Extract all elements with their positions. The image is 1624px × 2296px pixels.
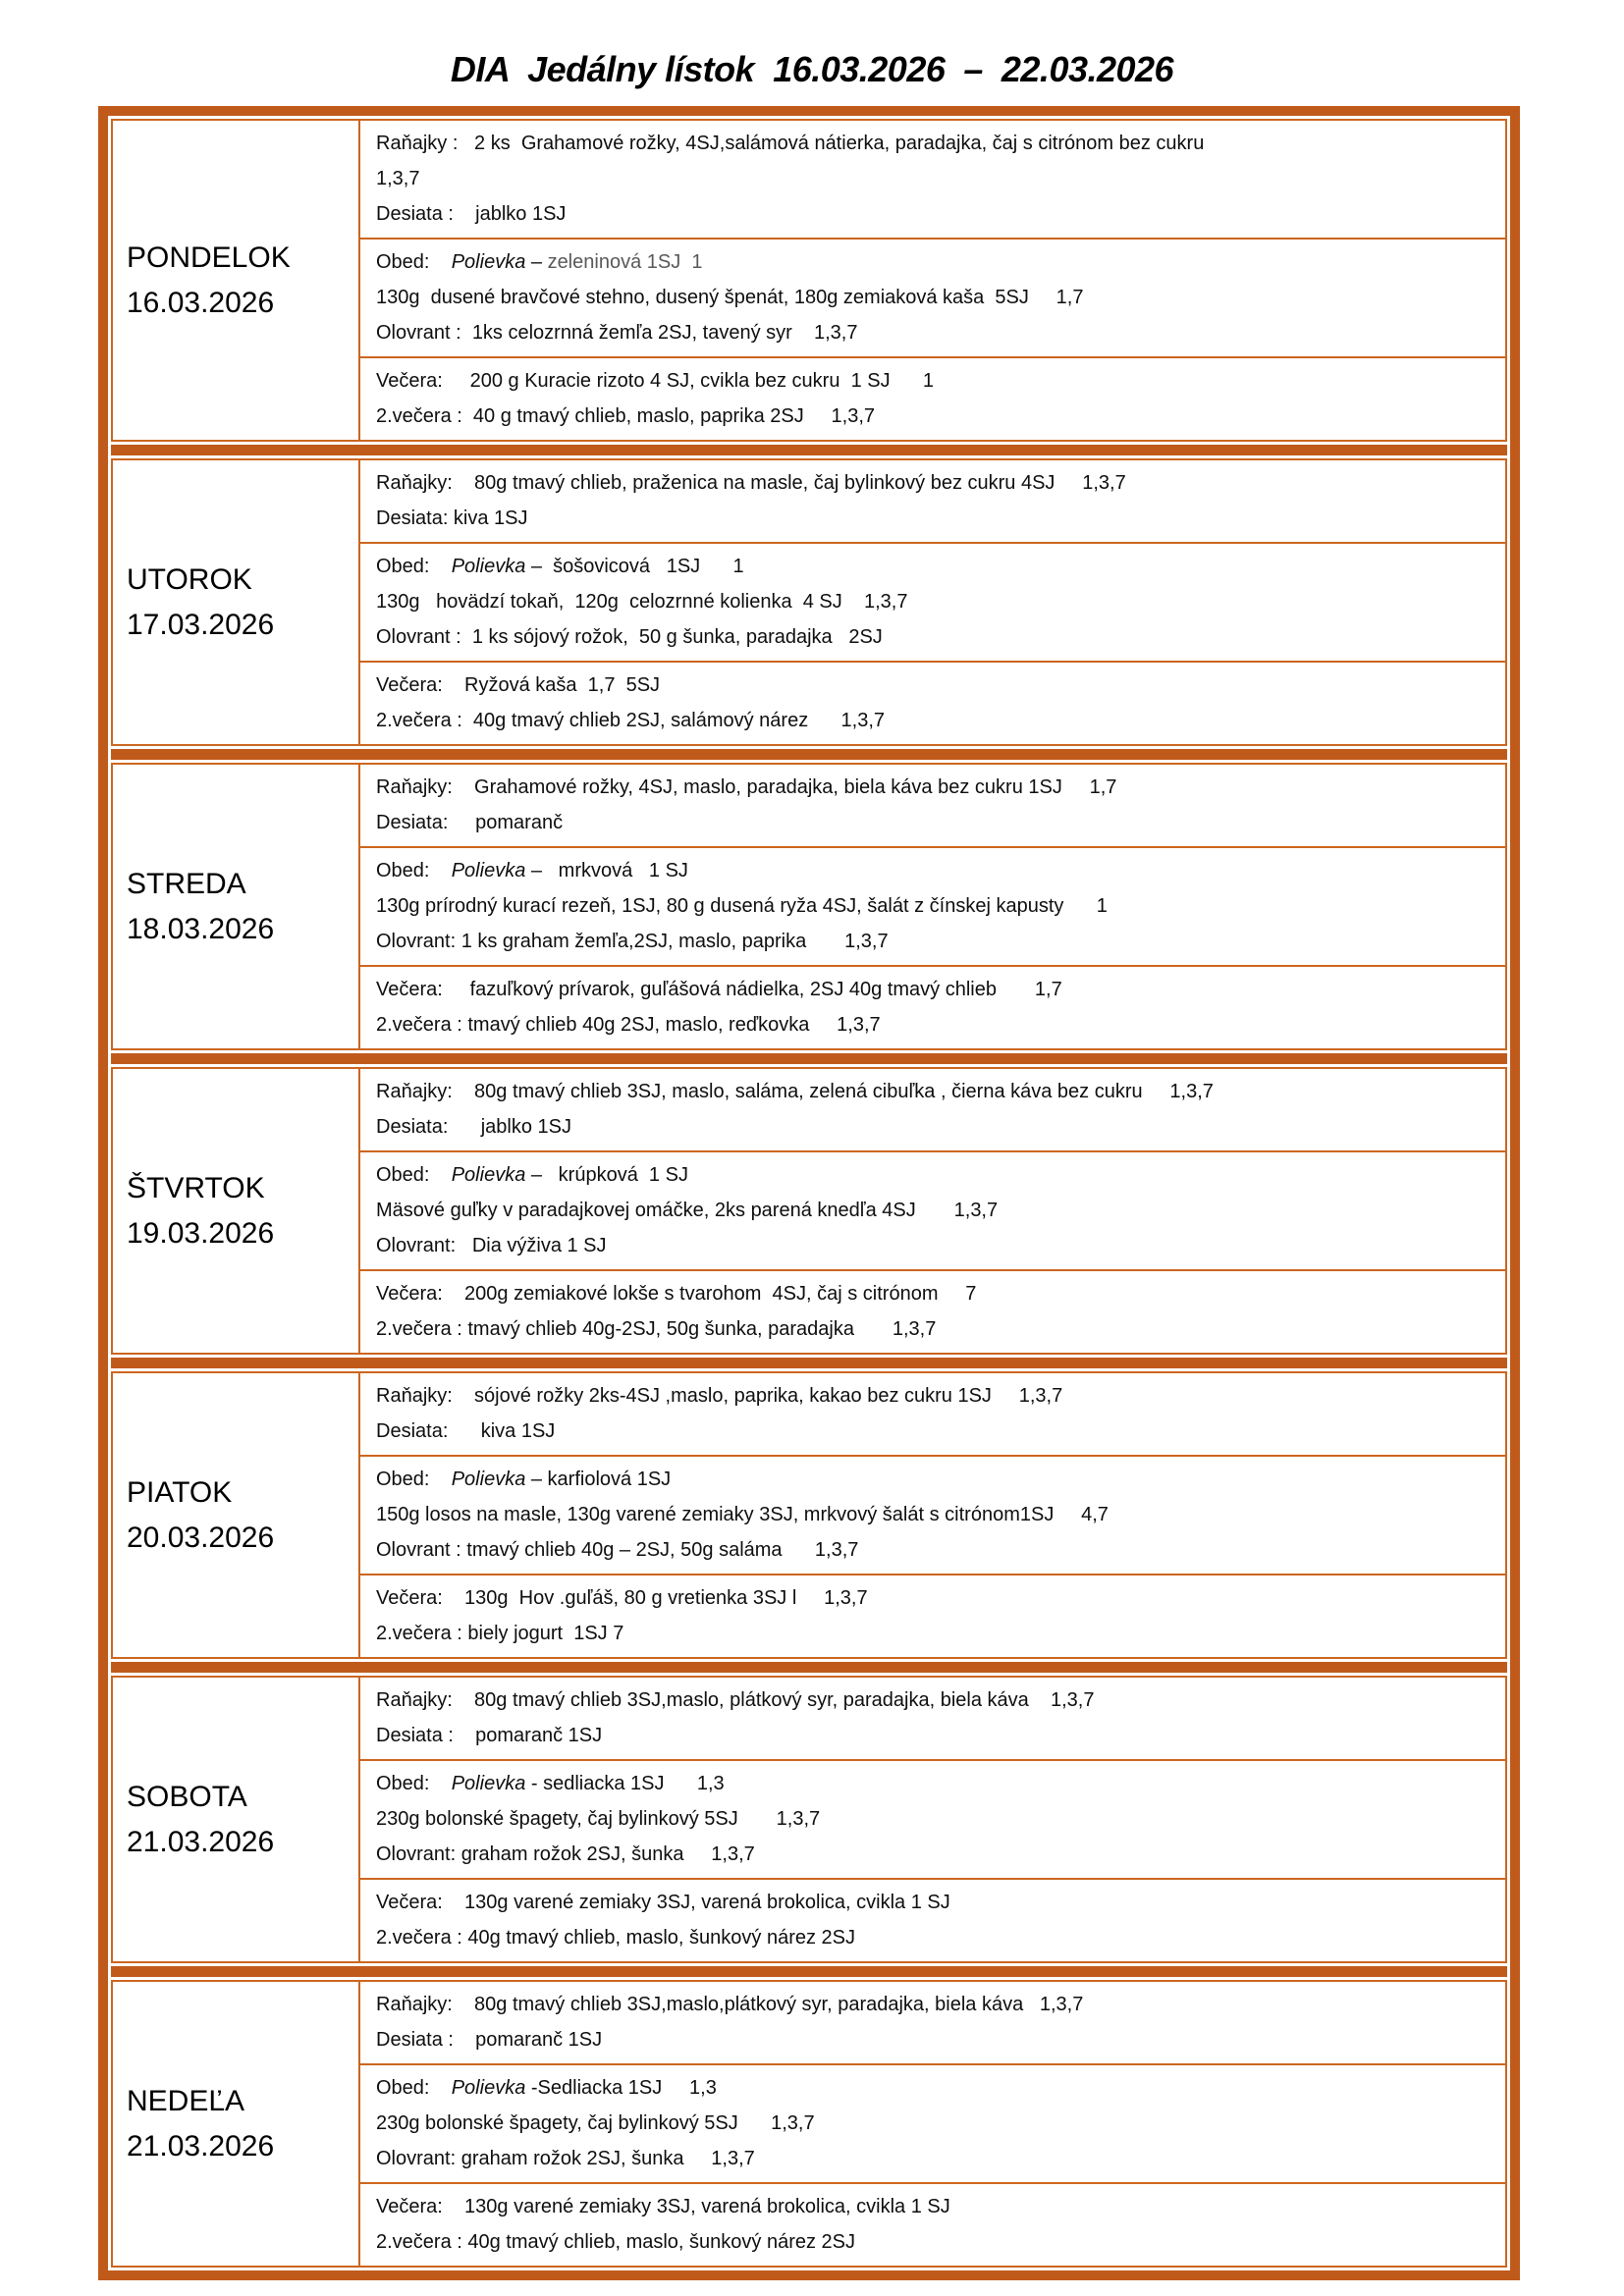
day-date: 21.03.2026 [127,2129,275,2163]
meal-row [360,1150,1505,1269]
meal-text-segment: 2.večera : tmavý chlieb 40g 2SJ, maslo, reďkovka 1,3,7 [376,1014,881,1036]
meal-text-segment: Olovrant: graham rožok 2SJ, šunka 1,3,7 [376,1843,755,1865]
meal-line [376,1682,1489,1718]
day-name: PIATOK [127,1475,233,1509]
meal-line [376,315,1489,350]
day-name: STREDA [127,867,246,900]
meal-text-segment: Desiata: jablko 1SJ [376,1116,571,1138]
day-date: 18.03.2026 [127,912,275,945]
meal-line [376,2141,1489,2176]
meal-row [360,846,1505,965]
day-cell [113,460,360,744]
day-name: SOBOTA [127,1780,247,1813]
meal-row [360,1574,1505,1657]
meal-text-segment: Polievka [451,251,531,273]
meal-text-segment: Olovrant: 1 ks graham žemľa,2SJ, maslo, paprika 1,3,7 [376,931,889,952]
day-block-utorok [111,458,1507,746]
menu-table [98,106,1520,2280]
meal-text-segment: Desiata: kiva 1SJ [376,1420,556,1442]
meal-text-segment: Večera: 200g zemiakové lokše s tvarohom 4SJ, čaj s citrónom 7 [376,1283,977,1305]
meal-line [376,1532,1489,1568]
meal-text-segment: Večera: 130g varené zemiaky 3SJ, varená brokolica, cvikla 1 SJ [376,2196,950,2217]
meal-text-segment: Desiata: pomaranč [376,812,564,833]
meal-line [376,501,1489,536]
meal-line [376,1109,1489,1145]
meal-text-segment: Desiata : pomaranč 1SJ [376,2029,603,2051]
day-meals [360,1069,1505,1353]
meal-line [376,1885,1489,1920]
meal-row [360,1982,1505,2063]
meal-line [376,1837,1489,1872]
meal-row [360,356,1505,440]
day-separator [111,1358,1507,1368]
meal-row [360,1069,1505,1150]
meal-line [376,1311,1489,1347]
meal-text-segment: Desiata : jablko 1SJ [376,203,567,225]
meal-text-segment: Polievka [451,860,531,881]
meal-line [376,1378,1489,1414]
meal-line [376,244,1489,280]
day-block-sobota [111,1676,1507,1963]
day-name: PONDELOK [127,240,291,274]
meal-text-segment: Raňajky: 80g tmavý chlieb, praženica na masle, čaj bylinkový bez cukru 4SJ 1,3,7 [376,472,1126,494]
meal-line [376,161,1489,196]
meal-text-segment: Olovrant : 1 ks sójový rožok, 50 g šunka, paradajka 2SJ [376,626,883,648]
meal-row [360,765,1505,846]
day-block-nedeľa [111,1980,1507,2268]
meal-line [376,1074,1489,1109]
day-separator [111,1966,1507,1977]
meal-row [360,1878,1505,1961]
meal-line [376,126,1489,161]
meal-text-segment: 2.večera : biely jogurt 1SJ 7 [376,1623,624,1644]
meal-line [376,465,1489,501]
meal-text-segment: Mäsové guľky v paradajkovej omáčke, 2ks parená knedľa 4SJ 1,3,7 [376,1200,999,1221]
meal-text-segment: 130g prírodný kurací rezeň, 1SJ, 80 g dusená ryža 4SJ, šalát z čínskej kapusty 1 [376,895,1108,917]
meal-text-segment: Raňajky: 80g tmavý chlieb 3SJ,maslo, plátkový syr, paradajka, biela káva 1,3,7 [376,1689,1095,1711]
meal-row [360,1678,1505,1759]
meal-line [376,1228,1489,1263]
meal-line [376,280,1489,315]
day-block-piatok [111,1371,1507,1659]
day-cell [113,1982,360,2266]
meal-line [376,805,1489,840]
meal-text-segment: Večera: 200 g Kuracie rizoto 4 SJ, cvikla bez cukru 1 SJ 1 [376,370,935,392]
meal-text-segment: Večera: 130g Hov .guľáš, 80 g vretienka 3SJ l 1,3,7 [376,1587,868,1609]
meal-text-segment: 1,3,7 [376,168,420,189]
meal-line [376,1157,1489,1193]
day-separator [111,445,1507,455]
meal-text-segment: – šošovicová 1SJ 1 [530,556,744,577]
meal-text-segment: Polievka [451,1773,531,1794]
meal-row [360,661,1505,744]
meal-line [376,2070,1489,2106]
meal-text-segment: 230g bolonské špagety, čaj bylinkový 5SJ 1,3,7 [376,2112,815,2134]
meal-text-segment: Obed: [376,1164,452,1186]
day-meals [360,765,1505,1048]
meal-row [360,1269,1505,1353]
meal-text-segment: Olovrant: Dia výživa 1 SJ [376,1235,607,1256]
meal-text-segment: Polievka [451,556,531,577]
meal-line [376,1497,1489,1532]
meal-line [376,667,1489,703]
meal-row [360,238,1505,356]
day-block-streda [111,763,1507,1050]
meal-text-segment: Polievka [451,2077,531,2099]
meal-line [376,399,1489,434]
meal-text-segment: Obed: [376,1468,452,1490]
meal-text-segment: Polievka [451,1164,531,1186]
meal-line [376,1276,1489,1311]
meal-line [376,619,1489,655]
meal-line [376,770,1489,805]
meal-line [376,363,1489,399]
meal-row [360,121,1505,238]
meal-text-segment: Obed: [376,2077,452,2099]
meal-line [376,1801,1489,1837]
meal-line [376,1580,1489,1616]
day-cell [113,765,360,1048]
meal-line [376,888,1489,924]
meal-text-segment: 2.večera : tmavý chlieb 40g-2SJ, 50g šunka, paradajka 1,3,7 [376,1318,937,1340]
day-name: UTOROK [127,562,252,596]
meal-text-segment: Večera: Ryžová kaša 1,7 5SJ [376,674,661,696]
day-separator [111,749,1507,760]
meal-text-segment: -Sedliacka 1SJ 1,3 [530,2077,717,2099]
meal-line [376,196,1489,232]
day-cell [113,1373,360,1657]
meal-text-segment: 130g hovädzí tokaň, 120g celozrnné kolienka 4 SJ 1,3,7 [376,591,908,613]
meal-line [376,1616,1489,1651]
meal-text-segment: Olovrant: graham rožok 2SJ, šunka 1,3,7 [376,2148,755,2169]
meal-line [376,1987,1489,2022]
day-meals [360,1982,1505,2266]
day-date: 16.03.2026 [127,286,275,319]
meal-row [360,542,1505,661]
meal-text-segment: Desiata: kiva 1SJ [376,507,528,529]
meal-text-segment: Raňajky: Grahamové rožky, 4SJ, maslo, paradajka, biela káva bez cukru 1SJ 1,7 [376,776,1117,798]
meal-text-segment: 130g dusené bravčové stehno, dusený špenát, 180g zemiaková kaša 5SJ 1,7 [376,287,1084,308]
meal-text-segment: – mrkvová 1 SJ [530,860,688,881]
meal-text-segment: Obed: [376,860,452,881]
day-date: 17.03.2026 [127,608,275,641]
meal-text-segment: – krúpková 1 SJ [530,1164,688,1186]
day-block-pondelok [111,119,1507,442]
day-date: 19.03.2026 [127,1216,275,1250]
meal-text-segment: Raňajky: 80g tmavý chlieb 3SJ, maslo, saláma, zelená cibuľka , čierna káva bez cukru 1,3,7 [376,1081,1214,1102]
meal-line [376,1920,1489,1955]
meal-text-segment: Raňajky : 2 ks Grahamové rožky, 4SJ,salámová nátierka, paradajka, čaj s citrónom bez cukru [376,133,1205,154]
meal-line [376,1766,1489,1801]
meal-line [376,2224,1489,2260]
day-name: NEDEĽA [127,2084,245,2117]
meal-line [376,584,1489,619]
meal-text-segment: 2.večera : 40 g tmavý chlieb, maslo, paprika 2SJ 1,3,7 [376,405,876,427]
meal-text-segment: Večera: 130g varené zemiaky 3SJ, varená brokolica, cvikla 1 SJ [376,1892,950,1913]
meal-line [376,972,1489,1007]
meal-line [376,1193,1489,1228]
meal-text-segment: Olovrant : tmavý chlieb 40g – 2SJ, 50g saláma 1,3,7 [376,1539,859,1561]
day-cell [113,121,360,440]
meal-text-segment: Obed: [376,1773,452,1794]
meal-line [376,2022,1489,2057]
meal-line [376,2106,1489,2141]
meal-row [360,1373,1505,1455]
meal-row [360,2063,1505,2182]
day-cell [113,1069,360,1353]
day-meals [360,121,1505,440]
day-separator [111,1662,1507,1673]
meal-text-segment: Raňajky: sójové rožky 2ks-4SJ ,maslo, paprika, kakao bez cukru 1SJ 1,3,7 [376,1385,1063,1407]
meal-text-segment: 230g bolonské špagety, čaj bylinkový 5SJ 1,3,7 [376,1808,821,1830]
page-title: DIA Jedálny lístok 16.03.2026 – 22.03.2026 [450,49,1174,89]
meal-text-segment: Polievka [451,1468,531,1490]
meal-text-segment: zeleninová 1SJ 1 [547,251,703,273]
meal-line [376,924,1489,959]
meal-line [376,1462,1489,1497]
meal-row [360,1455,1505,1574]
meal-text-segment: Desiata : pomaranč 1SJ [376,1725,603,1746]
day-cell [113,1678,360,1961]
day-block-štvrtok [111,1067,1507,1355]
day-separator [111,1053,1507,1064]
meal-text-segment: Olovrant : 1ks celozrnná žemľa 2SJ, tavený syr 1,3,7 [376,322,858,344]
day-name: ŠTVRTOK [127,1171,265,1204]
meal-line [376,549,1489,584]
day-meals [360,1678,1505,1961]
meal-text-segment: 150g losos na masle, 130g varené zemiaky 3SJ, mrkvový šalát s citrónom1SJ 4,7 [376,1504,1109,1525]
meal-text-segment: – karfiolová 1SJ [530,1468,672,1490]
meal-text-segment: Obed: [376,251,452,273]
meal-text-segment: – [530,251,548,273]
meal-line [376,1718,1489,1753]
meal-line [376,853,1489,888]
day-meals [360,1373,1505,1657]
meal-text-segment: Obed: [376,556,452,577]
day-meals [360,460,1505,744]
meal-row [360,2182,1505,2266]
meal-line [376,1007,1489,1042]
meal-row [360,1759,1505,1878]
day-date: 21.03.2026 [127,1825,275,1858]
meal-line [376,1414,1489,1449]
meal-line [376,2189,1489,2224]
meal-text-segment: 2.večera : 40g tmavý chlieb, maslo, šunkový nárez 2SJ [376,2231,856,2253]
meal-text-segment: Večera: fazuľkový prívarok, guľášová nádielka, 2SJ 40g tmavý chlieb 1,7 [376,979,1062,1000]
meal-line [376,703,1489,738]
meal-text-segment: - sedliacka 1SJ 1,3 [530,1773,725,1794]
day-date: 20.03.2026 [127,1521,275,1554]
meal-text-segment: 2.večera : 40g tmavý chlieb, maslo, šunkový nárez 2SJ [376,1927,856,1949]
meal-text-segment: Raňajky: 80g tmavý chlieb 3SJ,maslo,plátkový syr, paradajka, biela káva 1,3,7 [376,1994,1084,2015]
meal-text-segment: 2.večera : 40g tmavý chlieb 2SJ, salámový nárez 1,3,7 [376,710,886,731]
meal-row [360,965,1505,1048]
meal-row [360,460,1505,542]
